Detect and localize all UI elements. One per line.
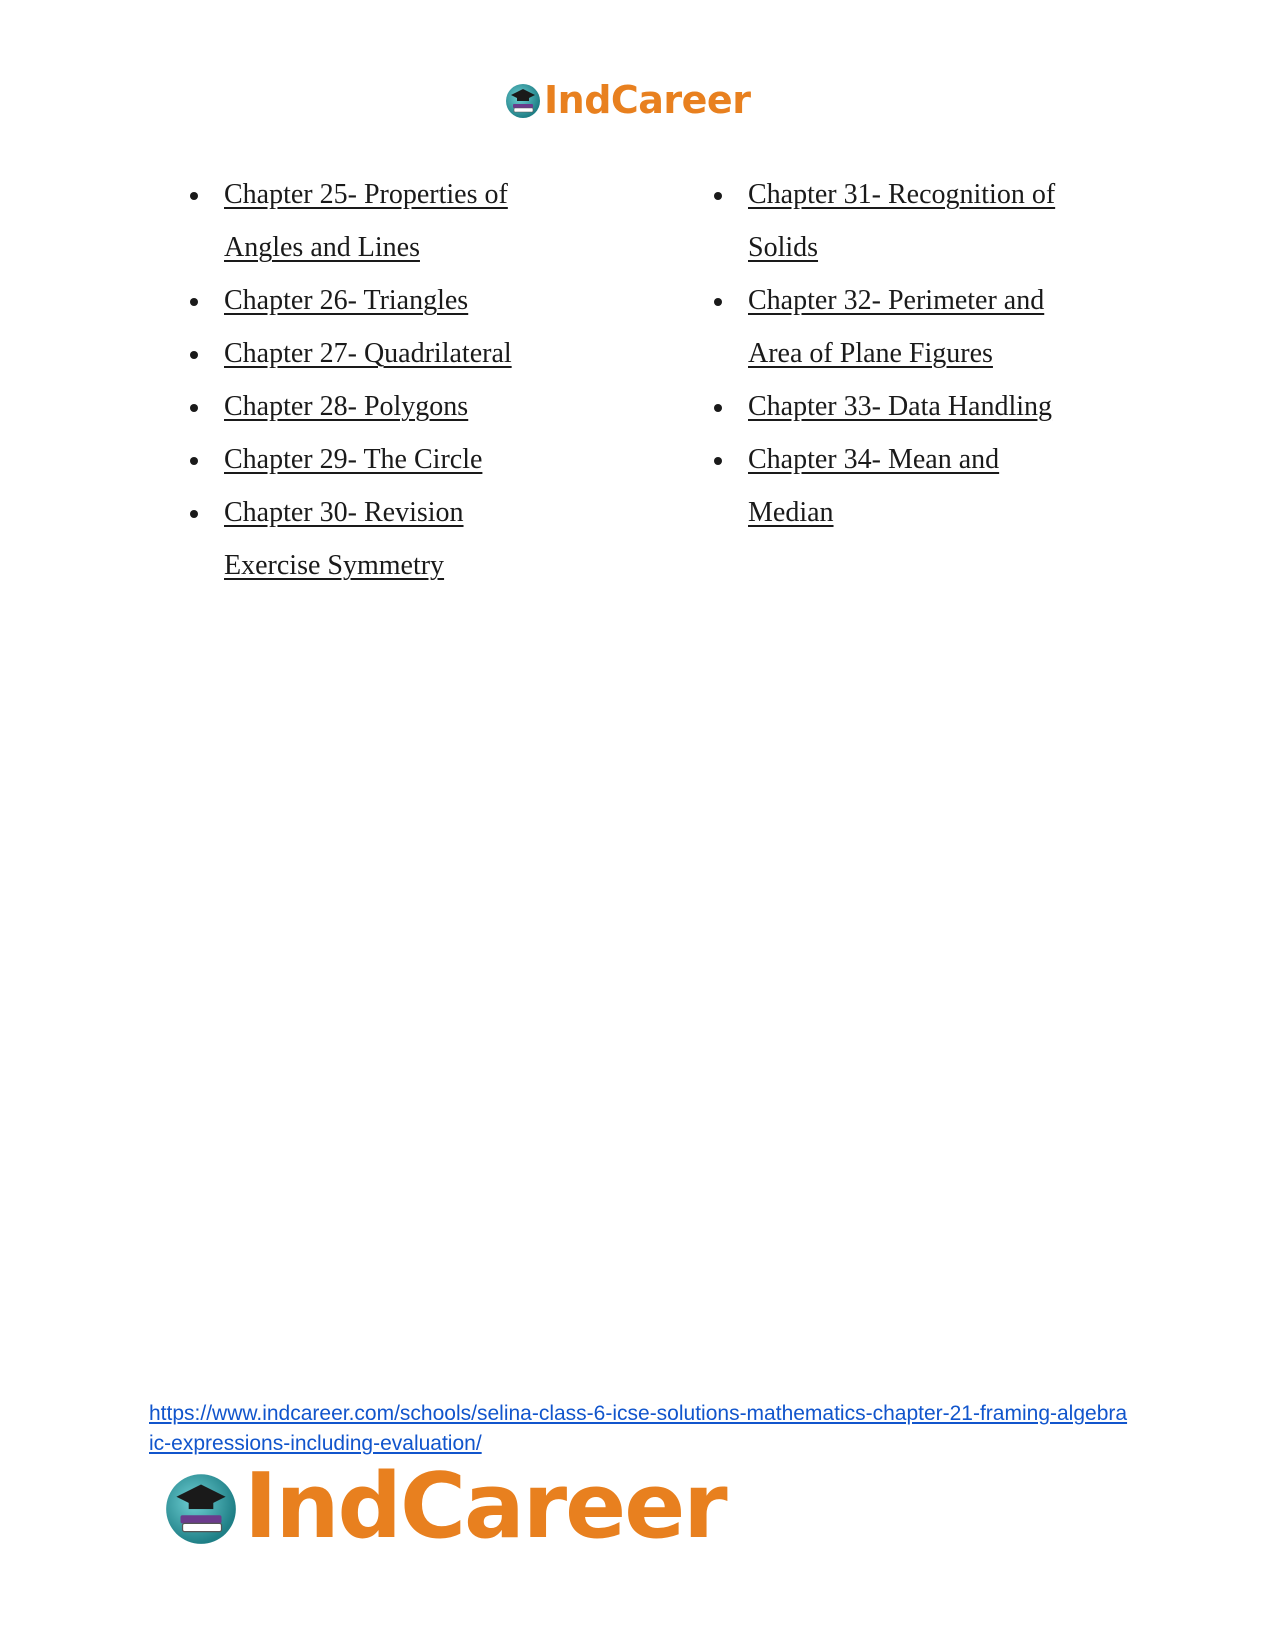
chapter-link[interactable]: Chapter 29- The Circle [224, 444, 483, 475]
list-item [710, 433, 1170, 539]
chapter-list-left [186, 168, 646, 592]
chapter-link[interactable]: Chapter 34- Mean and Median [748, 444, 1000, 528]
bullet-icon [190, 192, 198, 200]
list-item [186, 486, 646, 592]
chapter-link[interactable]: Chapter 28- Polygons [224, 391, 469, 422]
chapter-link[interactable]: Chapter 26- Triangles [224, 285, 469, 316]
bullet-icon [714, 457, 722, 465]
chapter-link[interactable]: Chapter 27- Quadrilateral [224, 338, 512, 369]
list-item [186, 274, 646, 327]
list-item [710, 380, 1170, 433]
list-item [186, 380, 646, 433]
chapter-link[interactable]: Chapter 32- Perimeter and Area of Plane Figures [748, 285, 1045, 369]
footer-url-link[interactable]: https://www.indcareer.com/schools/selina-class-6-icse-solutions-mathematics-chapter-21-framing-algebraic-expressions-including-evaluation/ [149, 1402, 1128, 1455]
bullet-icon [714, 298, 722, 306]
bullet-icon [714, 404, 722, 412]
chapter-list-right [710, 168, 1170, 539]
chapter-link[interactable]: Chapter 31- Recognition of Solids [748, 179, 1056, 263]
list-item [710, 274, 1170, 380]
bullet-icon [714, 192, 722, 200]
header-logo-text: IndCareer [544, 78, 751, 122]
bullet-icon [190, 298, 198, 306]
chapter-link[interactable]: Chapter 30- Revision Exercise Symmetry [224, 497, 464, 581]
footer-logo [160, 1454, 726, 1559]
graduation-cap-icon [160, 1466, 242, 1548]
list-item [186, 168, 646, 274]
bullet-icon [190, 457, 198, 465]
footer-logo-text: IndCareer [244, 1454, 726, 1559]
chapter-link[interactable]: Chapter 33- Data Handling [748, 391, 1053, 422]
list-item [710, 168, 1170, 274]
chapter-link[interactable]: Chapter 25- Properties of Angles and Lines [224, 179, 508, 263]
header-logo [503, 80, 750, 120]
list-item [186, 433, 646, 486]
bullet-icon [190, 510, 198, 518]
bullet-icon [190, 351, 198, 359]
graduation-cap-icon [503, 80, 543, 120]
list-item [186, 327, 646, 380]
bullet-icon [190, 404, 198, 412]
